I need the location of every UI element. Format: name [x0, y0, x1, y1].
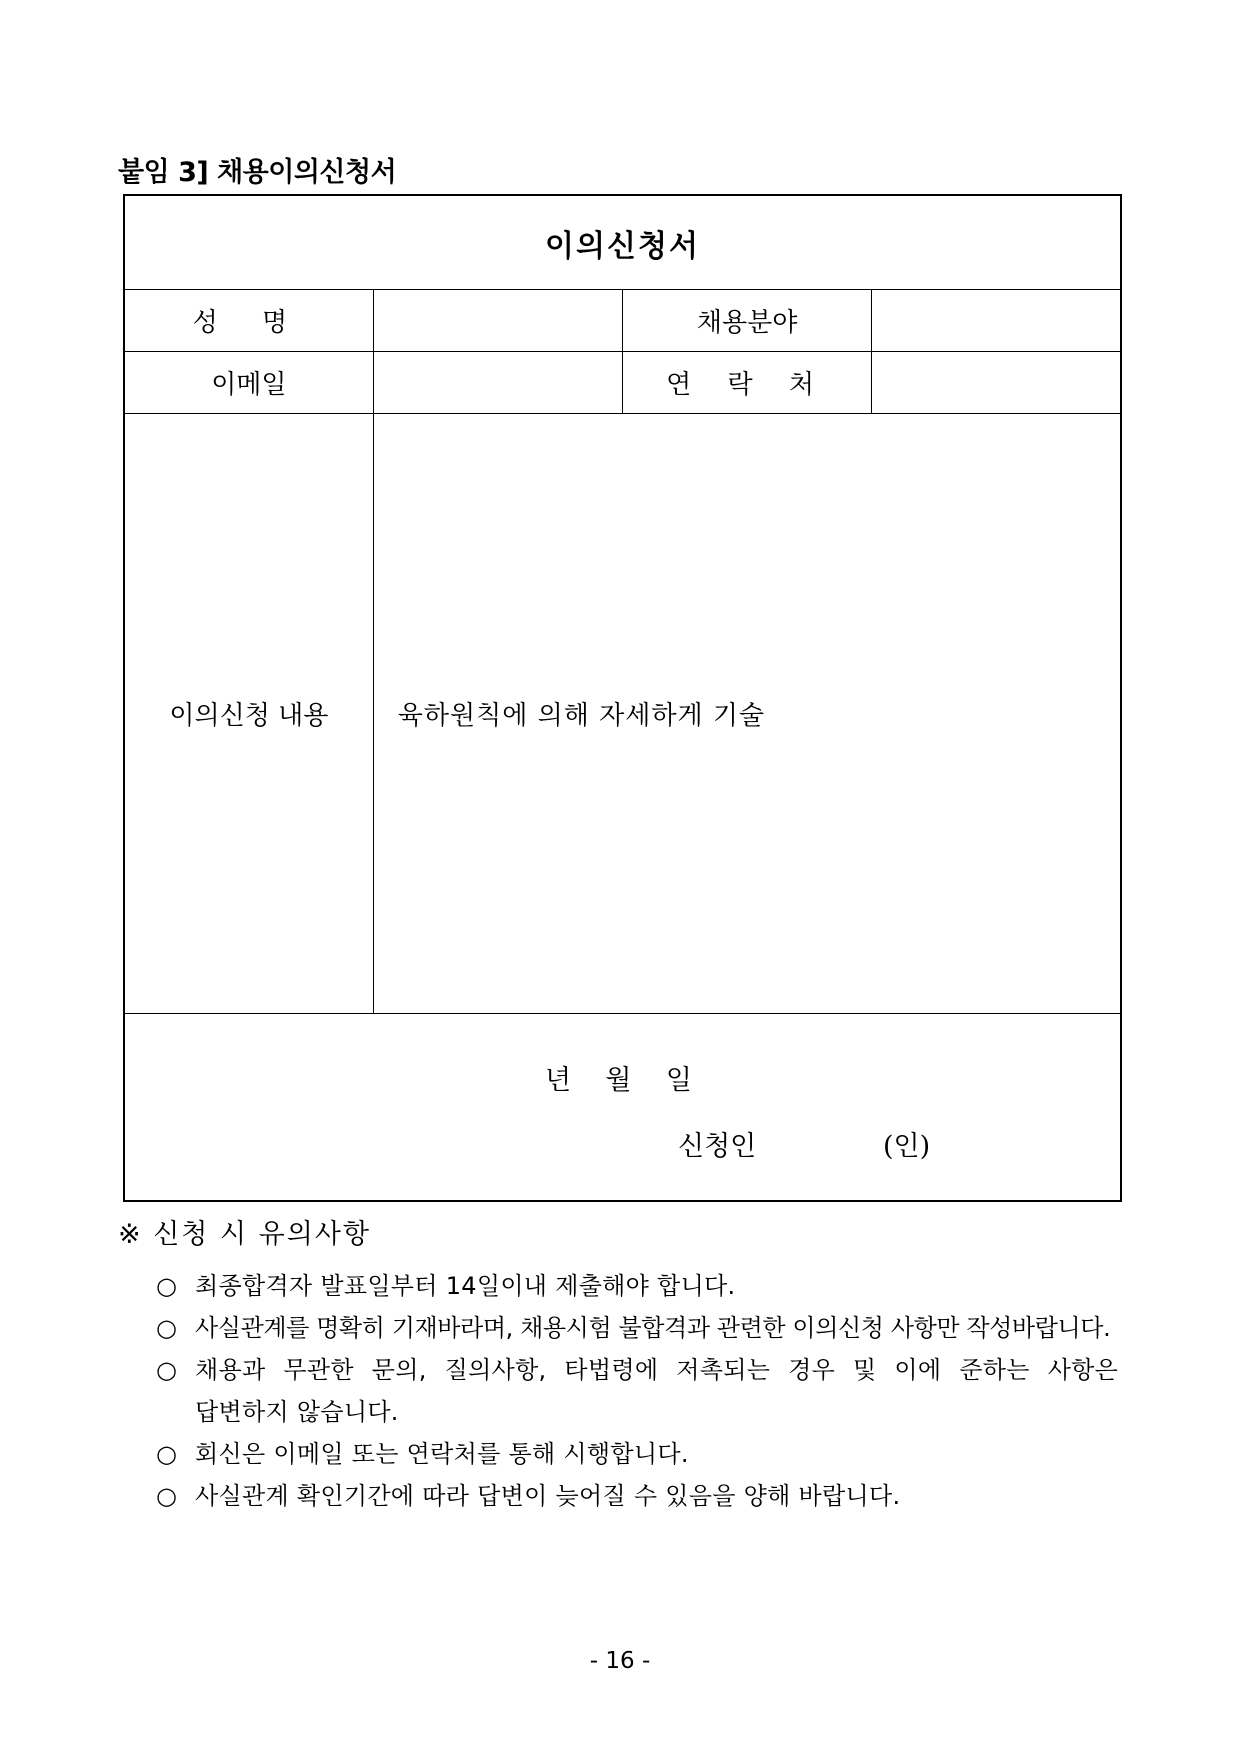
notes-section [118, 1212, 1128, 1517]
contact-field[interactable] [872, 352, 1121, 414]
email-field[interactable] [373, 352, 622, 414]
note-text: 사실관계를 명확히 기재바라며, 채용시험 불합격과 관련한 이의신청 사항만 작성바랍니다. [195, 1314, 1111, 1342]
contact-label [623, 352, 872, 414]
notes-heading: ※ 신청 시 유의사항 [118, 1219, 371, 1250]
form-title: 이의신청서 [124, 195, 1121, 290]
note-item [118, 1349, 1128, 1433]
objection-form-table [123, 194, 1122, 1202]
name-label-text: 성 명 [192, 308, 306, 338]
recruitment-field-label: 채용분야 [623, 290, 872, 352]
signature-section [124, 1014, 1121, 1202]
note-item [118, 1307, 1128, 1349]
content-field[interactable]: 육하원칙에 의해 자세하게 기술 [373, 414, 1121, 1014]
circle-bullet-icon: ○ [156, 1356, 178, 1384]
note-item [118, 1265, 1128, 1307]
note-text: 회신은 이메일 또는 연락처를 통해 시행합니다. [195, 1440, 689, 1468]
email-label: 이메일 [124, 352, 373, 414]
note-text: 사실관계 확인기간에 따라 답변이 늦어질 수 있음을 양해 바랍니다. [195, 1482, 901, 1510]
attachment-title: 붙임 3] 채용이의신청서 [118, 157, 397, 188]
circle-bullet-icon: ○ [156, 1272, 178, 1300]
content-label: 이의신청 내용 [124, 414, 373, 1014]
applicant-label: 신청인 [678, 1131, 757, 1162]
circle-bullet-icon: ○ [156, 1440, 178, 1468]
note-item [118, 1433, 1128, 1475]
note-text-continuation: 답변하지 않습니다. [195, 1398, 399, 1426]
note-item [118, 1475, 1128, 1517]
circle-bullet-icon: ○ [156, 1482, 178, 1510]
contact-label-text: 연 락 처 [666, 370, 829, 400]
note-text: 최종합격자 발표일부터 14일이내 제출해야 합니다. [195, 1272, 736, 1300]
circle-bullet-icon: ○ [156, 1314, 178, 1342]
recruitment-field-input[interactable] [872, 290, 1121, 352]
note-text: 채용과 무관한 문의, 질의사항, 타법령에 저촉되는 경우 및 이에 준하는 사항은 [195, 1356, 1119, 1384]
date-line[interactable]: 년 월 일 [545, 1065, 692, 1096]
page-number: - 16 - [589, 1648, 651, 1674]
seal-label: (인) [883, 1131, 931, 1162]
name-label [124, 290, 373, 352]
name-field[interactable] [373, 290, 622, 352]
